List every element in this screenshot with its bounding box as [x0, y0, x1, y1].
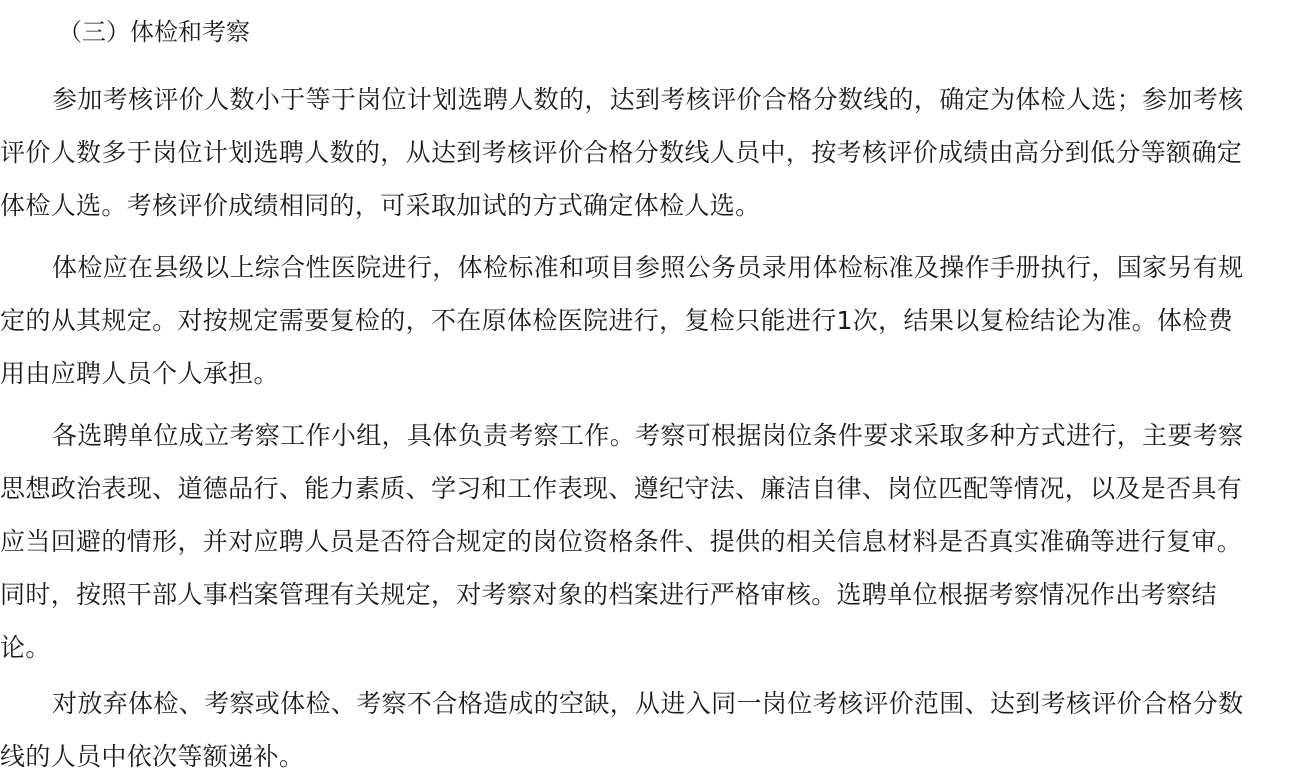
section-heading: （三）体检和考察	[58, 18, 250, 46]
paragraph-physical-exam-rules	[0, 241, 1300, 400]
paragraph-line: 应当回避的情形，并对应聘人员是否符合规定的岗位资格条件、提供的相关信息材料是否真实准确等进行复审。	[0, 527, 1243, 556]
paragraph-line: 用由应聘人员个人承担。	[0, 359, 279, 388]
paragraph-line: 线的人员中依次等额递补。	[0, 742, 305, 771]
paragraph-line: 思想政治表现、道德品行、能力素质、学习和工作表现、遵纪守法、廉洁自律、岗位匹配等情况，以及是否具有	[0, 474, 1243, 503]
paragraph-line: 同时，按照干部人事档案管理有关规定，对考察对象的档案进行严格审核。选聘单位根据考察情况作出考察结	[0, 580, 1217, 609]
paragraph-inspection-work	[0, 409, 1300, 674]
paragraph-line: 参加考核评价人数小于等于岗位计划选聘人数的，达到考核评价合格分数线的，确定为体检人选；参加考核	[52, 85, 1244, 114]
paragraph-line: 对放弃体检、考察或体检、考察不合格造成的空缺，从进入同一岗位考核评价范围、达到考核评价合格分数	[52, 689, 1244, 718]
paragraph-vacancy-replacement	[0, 677, 1300, 783]
paragraph-line: 体检应在县级以上综合性医院进行，体检标准和项目参照公务员录用体检标准及操作手册执行，国家另有规	[52, 253, 1244, 282]
paragraph-line: 体检人选。考核评价成绩相同的，可采取加试的方式确定体检人选。	[0, 191, 761, 220]
paragraph-physical-exam-candidates	[0, 73, 1300, 232]
paragraph-line: 各选聘单位成立考察工作小组，具体负责考察工作。考察可根据岗位条件要求采取多种方式进行，主要考察	[52, 421, 1244, 450]
paragraph-line: 定的从其规定。对按规定需要复检的，不在原体检医院进行，复检只能进行1次，结果以复检结论为准。体检费	[0, 306, 1234, 335]
paragraph-line: 论。	[0, 633, 51, 662]
paragraph-line: 评价人数多于岗位计划选聘人数的，从达到考核评价合格分数线人员中，按考核评价成绩由高分到低分等额确定	[0, 138, 1243, 167]
